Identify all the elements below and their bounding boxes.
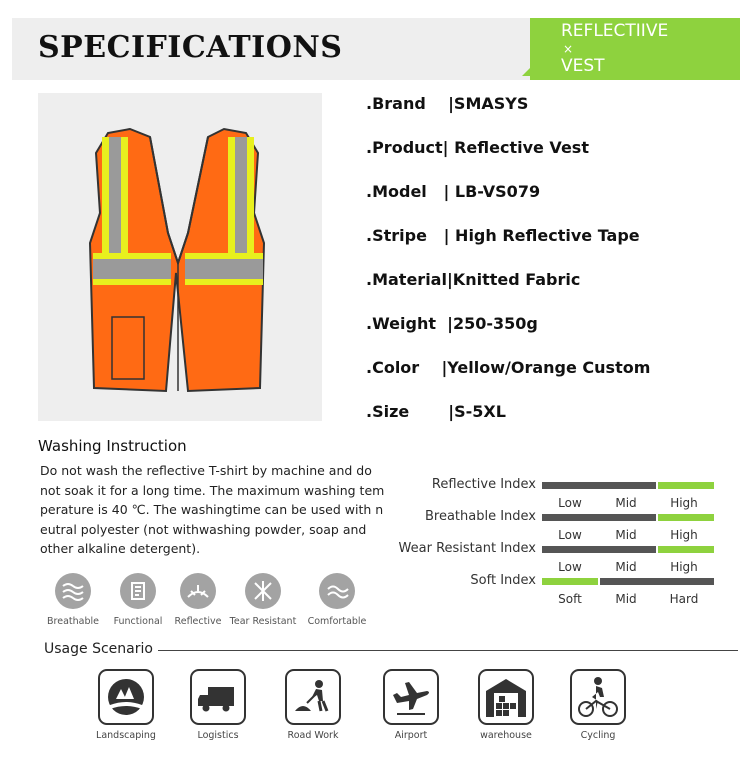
landscaping-icon [98,669,154,725]
spec-brand: .Brand |SMASYS [366,94,529,113]
usage-title: Usage Scenario [44,641,153,657]
spec-material: .Material|Knitted Fabric [366,270,581,289]
spec-product: .Product| Reflective Vest [366,138,589,157]
index-bar [542,514,714,542]
breathable-icon [55,573,91,609]
index-level: Mid [615,528,637,542]
product-photo [38,93,322,421]
feature-label: Breathable [47,616,99,627]
airport-icon [383,669,439,725]
usage-cycling [558,669,638,741]
badge-line1: REFLECTIIVE [561,21,669,41]
index-bar [542,578,714,606]
washing-line: not soak it for a long time. The maximum washing tem [40,482,385,498]
usage-landscaping [86,669,166,741]
usage-divider [158,650,738,651]
usage-airport [371,669,451,741]
spec-model: .Model | LB-VS079 [366,182,541,201]
warehouse-icon [478,669,534,725]
usage-logistics [178,669,258,741]
washing-line: eutral polyester (not withwashing powder, soap and [40,521,367,537]
index-level: Mid [615,592,637,606]
spec-weight: .Weight |250-350g [366,314,538,333]
spec-color: .Color |Yellow/Orange Custom [366,358,651,377]
feature-label: Tear Resistant [229,616,297,627]
feature-label: Functional [113,616,163,627]
usage-label: warehouse [480,730,532,741]
reflective-icon [180,573,216,609]
feature-reflective [163,573,233,627]
usage-label: Cycling [580,730,616,741]
badge-text [561,22,668,76]
feature-comfortable [302,573,372,627]
vest-illustration [38,93,322,421]
index-breathable [370,509,730,542]
index-level: Soft [558,592,582,606]
feature-label: Reflective [174,616,222,627]
index-level: High [670,528,698,542]
index-soft [370,573,730,606]
page-title: SPECIFICATIONS [38,30,343,65]
index-label: Breathable Index [424,509,536,524]
spec-stripe: .Stripe | High Reflective Tape [366,226,640,245]
index-label: Soft Index [470,573,536,588]
washing-text [40,461,385,559]
badge-line2: VEST [561,56,605,76]
index-level: Mid [615,560,637,574]
usage-road-work [273,669,353,741]
functional-icon [120,573,156,609]
washing-line: other alkaline detergent). [40,541,201,556]
usage-warehouse [466,669,546,741]
index-level: Low [558,528,582,542]
index-level: Hard [669,592,699,606]
index-level: High [670,496,698,510]
index-level: Low [558,496,582,510]
logistics-icon [190,669,246,725]
usage-label: Logistics [197,730,239,741]
spec-size: .Size |S-5XL [366,402,506,421]
washing-line: perature is 40 ℃. The washingtime can be used with n [40,502,384,517]
usage-label: Landscaping [96,730,156,741]
index-level: Low [558,560,582,574]
feature-breathable [38,573,108,627]
spec-list [366,94,736,446]
index-bar [542,546,714,574]
washing-line: Do not wash the reflective T-shirt by machine and do [40,463,372,478]
index-bar [542,482,714,510]
index-level: High [670,560,698,574]
badge-x: × [563,42,574,56]
feature-label: Comfortable [307,616,367,627]
cycling-icon [570,669,626,725]
feature-tear-resistant [228,573,298,627]
index-level: Mid [615,496,637,510]
usage-label: Road Work [287,730,339,741]
usage-label: Airport [394,730,428,741]
comfortable-icon [319,573,355,609]
index-wear-resistant [370,541,730,574]
index-label: Wear Resistant Index [398,541,536,556]
index-reflective [370,477,730,510]
washing-title: Washing Instruction [38,437,187,455]
road-work-icon [285,669,341,725]
index-label: Reflective Index [431,477,536,492]
tear-resistant-icon [245,573,281,609]
